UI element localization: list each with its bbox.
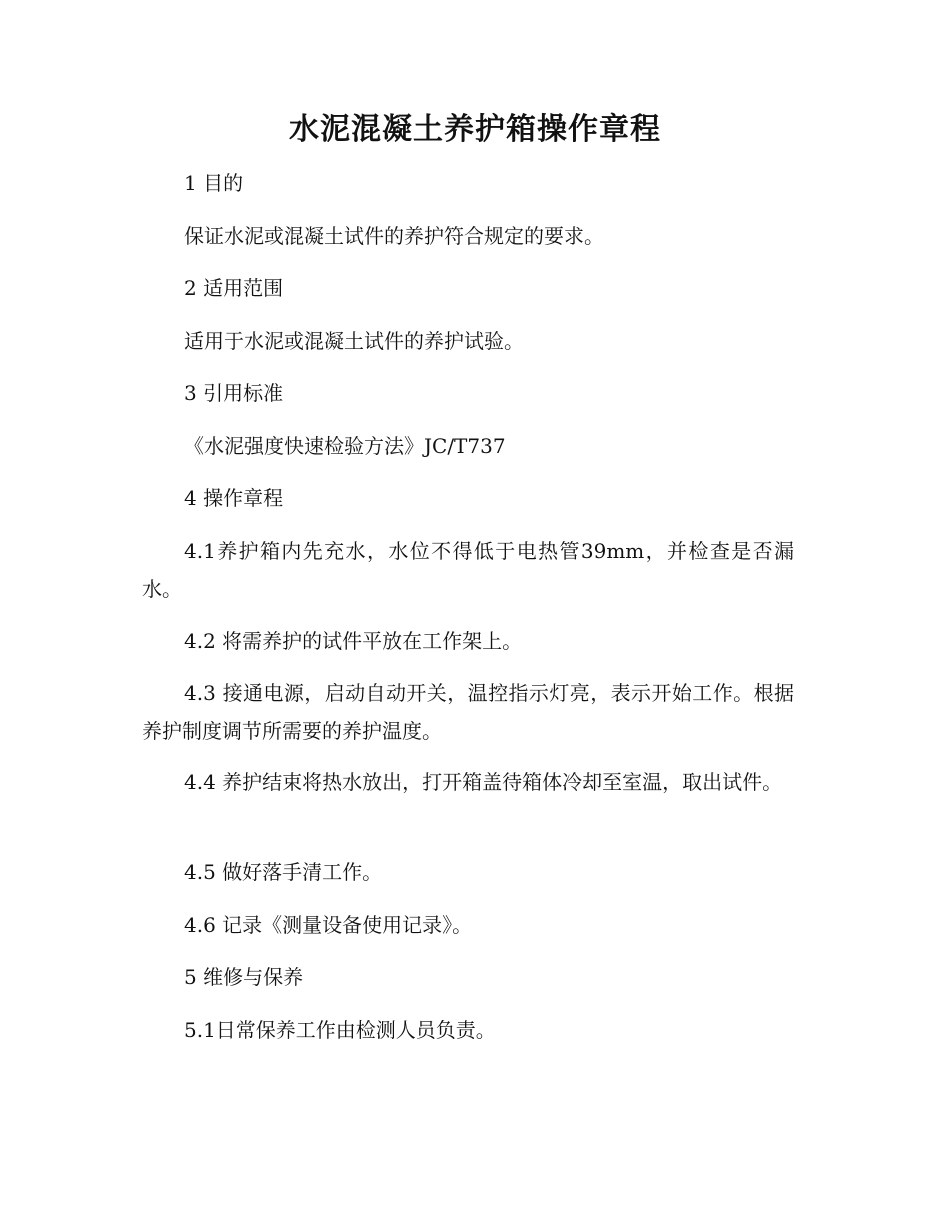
- procedure-step-4-4: 4.4 养护结束将热水放出，打开箱盖待箱体冷却至室温，取出试件。: [184, 770, 783, 794]
- section-heading-references: 3 引用标准: [184, 381, 284, 405]
- maintenance-step-5-1: 5.1日常保养工作由检测人员负责。: [184, 1018, 496, 1042]
- section-heading-scope: 2 适用范围: [184, 276, 284, 300]
- procedure-step-4-3: 4.3 接通电源，启动自动开关，温控指示灯亮，表示开始工作。根据养护制度调节所需要的养护温度。: [142, 681, 794, 743]
- document-title: 水泥混凝土养护箱操作章程: [289, 112, 661, 147]
- procedure-step-4-6: 4.6 记录《测量设备使用记录》。: [184, 913, 473, 937]
- section-heading-procedure: 4 操作章程: [184, 486, 284, 510]
- section-heading-maintenance: 5 维修与保养: [184, 965, 304, 989]
- procedure-step-4-1: 4.1养护箱内先充水，水位不得低于电热管39mm，并检查是否漏水。: [142, 539, 794, 601]
- paragraph-scope: 适用于水泥或混凝土试件的养护试验。: [184, 329, 524, 353]
- procedure-step-4-2: 4.2 将需养护的试件平放在工作架上。: [184, 629, 523, 653]
- procedure-step-4-5: 4.5 做好落手清工作。: [184, 860, 383, 884]
- section-heading-purpose: 1 目的: [184, 171, 244, 195]
- paragraph-purpose: 保证水泥或混凝土试件的养护符合规定的要求。: [184, 224, 604, 248]
- paragraph-references: 《水泥强度快速检验方法》JC/T737: [184, 434, 506, 458]
